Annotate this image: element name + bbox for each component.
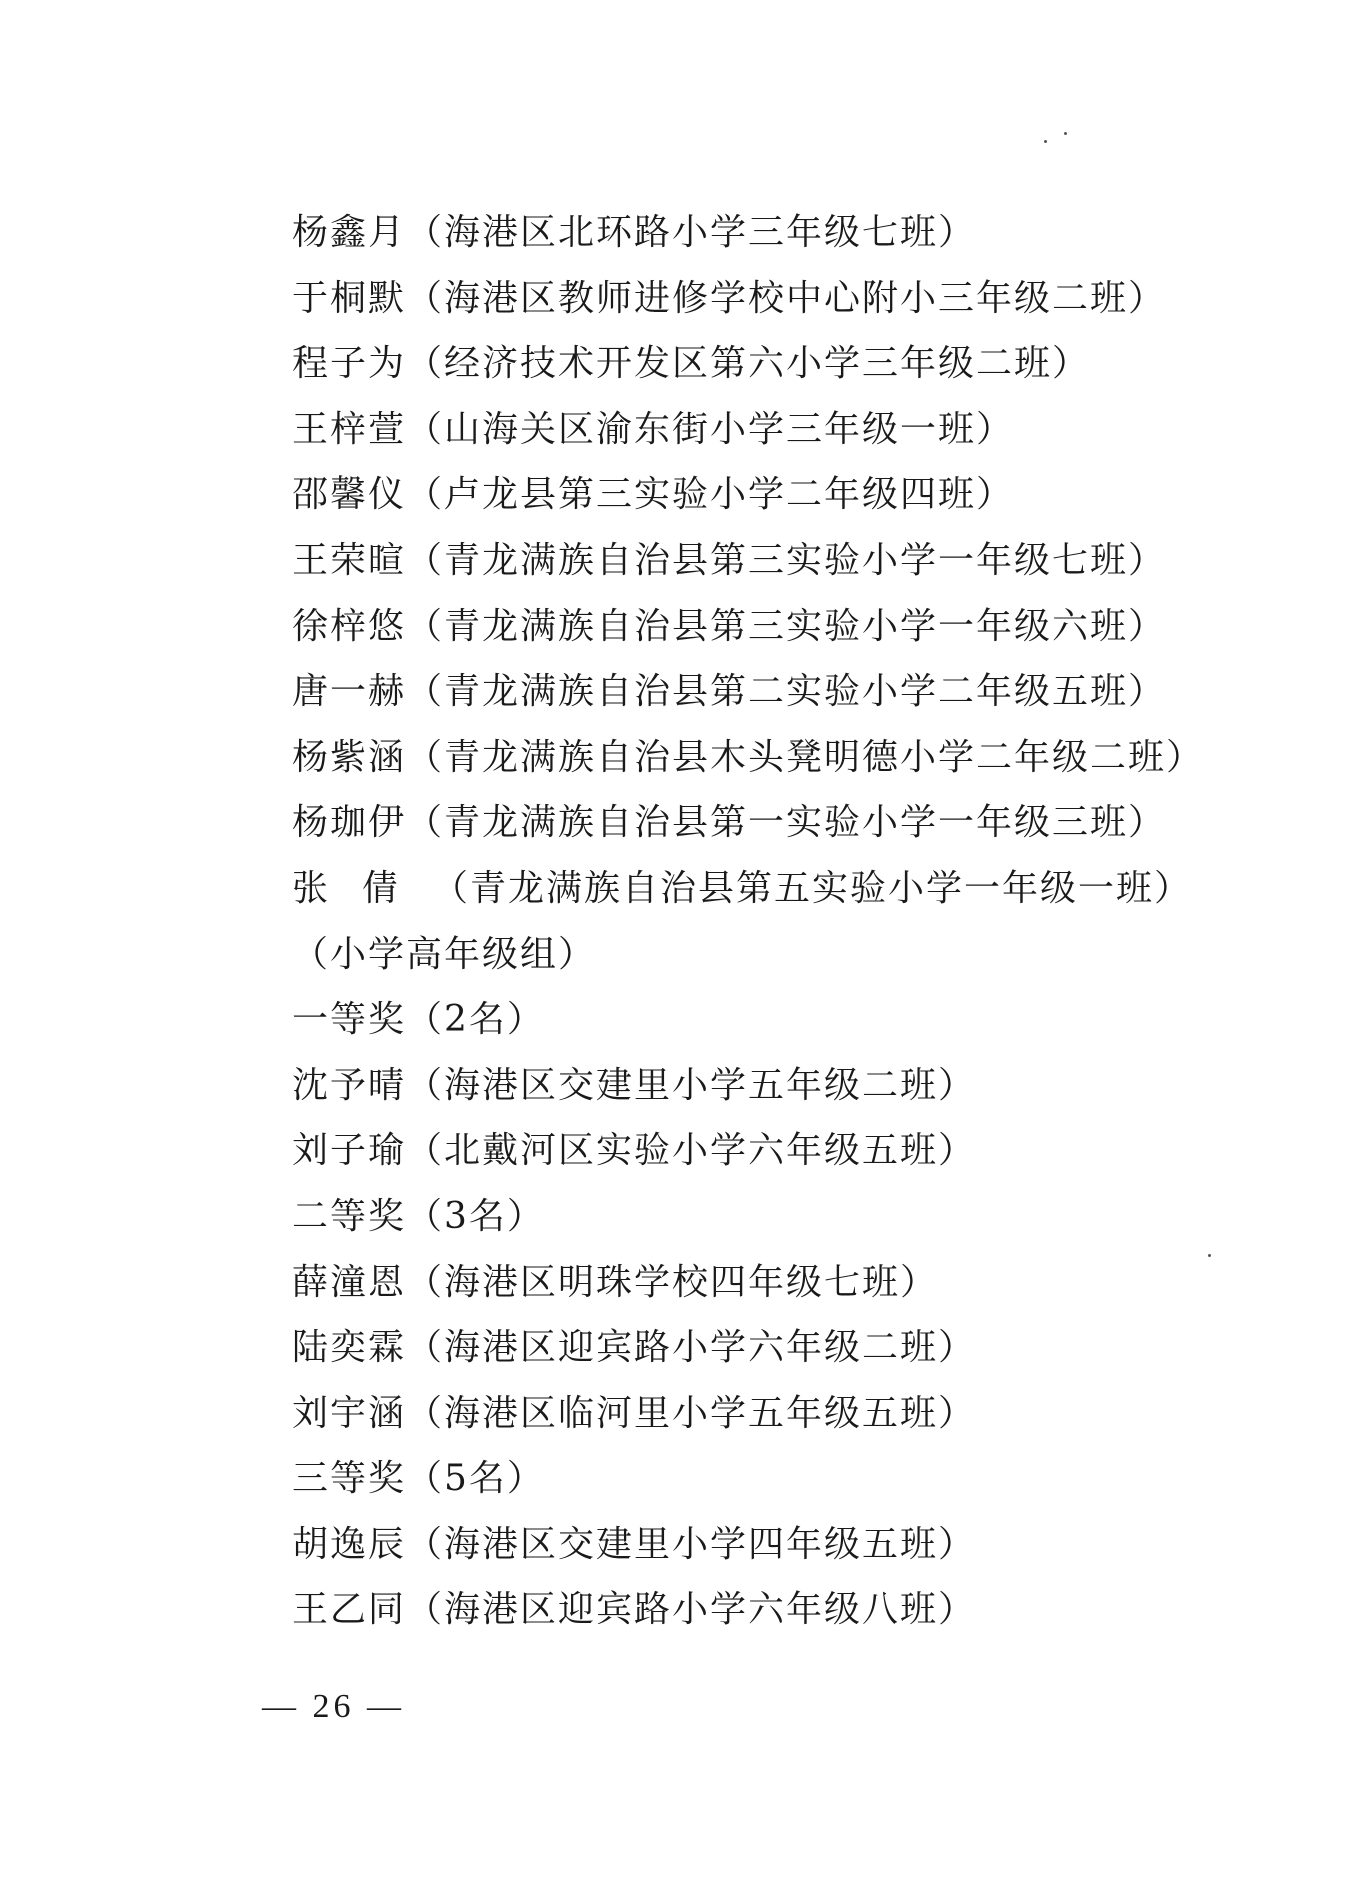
student-name: 王梓萱 xyxy=(292,408,407,450)
student-school-class: （卢龙县第三实验小学二年级四班） xyxy=(406,474,1015,516)
student-name: 邵馨仪 xyxy=(292,474,407,516)
list-item xyxy=(292,1577,1252,1643)
student-school-class: （青龙满族自治县第五实验小学一年级一班） xyxy=(432,867,1193,909)
student-school-class: （山海关区渝东街小学三年级一班） xyxy=(406,408,1015,450)
student-name: 杨鑫月 xyxy=(292,212,407,253)
list-item xyxy=(292,725,1252,791)
student-name: 薛潼恩 xyxy=(292,1261,407,1303)
student-name: 刘宇涵 xyxy=(292,1392,407,1434)
student-school-class: （海港区迎宾路小学六年级二班） xyxy=(406,1327,977,1369)
page-number: — 26 — xyxy=(262,1688,405,1725)
student-school-class: （青龙满族自治县第三实验小学一年级七班） xyxy=(406,539,1167,581)
student-school-class: （海港区临河里小学五年级五班） xyxy=(406,1392,977,1434)
student-school-class: （海港区明珠学校四年级七班） xyxy=(406,1261,939,1303)
student-name: 杨珈伊 xyxy=(292,802,407,844)
prize-heading-first: 一等奖（2名） xyxy=(292,999,545,1041)
scan-speck xyxy=(1064,132,1067,135)
student-name: 于桐默 xyxy=(292,277,407,319)
student-name: 王荣暄 xyxy=(292,539,407,581)
list-item xyxy=(292,528,1252,594)
list-item xyxy=(292,659,1252,725)
list-item xyxy=(292,1315,1252,1381)
student-name: 沈予晴 xyxy=(292,1064,407,1106)
student-school-class: （青龙满族自治县第二实验小学二年级五班） xyxy=(406,671,1167,713)
student-name: 杨紫涵 xyxy=(292,736,407,778)
list-item xyxy=(292,266,1252,332)
student-name: 刘子瑜 xyxy=(292,1130,407,1172)
student-name: 胡逸辰 xyxy=(292,1523,407,1565)
list-item xyxy=(292,200,1252,266)
student-name: 陆奕霖 xyxy=(292,1327,407,1369)
list-item xyxy=(292,594,1252,660)
list-item xyxy=(292,790,1252,856)
student-school-class: （海港区交建里小学五年级二班） xyxy=(406,1064,977,1106)
student-school-class: （海港区教师进修学校中心附小三年级二班） xyxy=(406,277,1167,319)
list-item xyxy=(292,1118,1252,1184)
student-name: 唐一赫 xyxy=(292,671,407,713)
list-item xyxy=(292,1512,1252,1578)
prize-heading-second: 二等奖（3名） xyxy=(292,1195,545,1237)
student-name: 张倩 xyxy=(292,867,433,909)
group-heading: （小学高年级组） xyxy=(292,933,597,975)
list-item xyxy=(292,856,1252,922)
scan-speck xyxy=(1044,140,1047,143)
list-item xyxy=(292,462,1252,528)
student-school-class: （经济技术开发区第六小学三年级二班） xyxy=(406,343,1091,385)
student-school-class: （青龙满族自治县第一实验小学一年级三班） xyxy=(406,802,1167,844)
list-item xyxy=(292,1053,1252,1119)
prize-heading-third: 三等奖（5名） xyxy=(292,1458,545,1500)
student-school-class: （海港区迎宾路小学六年级八班） xyxy=(406,1589,977,1631)
student-school-class: （青龙满族自治县木头凳明德小学二年级二班） xyxy=(406,736,1205,778)
student-school-class: （海港区交建里小学四年级五班） xyxy=(406,1523,977,1565)
list-item xyxy=(292,397,1252,463)
student-name: 徐梓悠 xyxy=(292,605,407,647)
student-school-class: （青龙满族自治县第三实验小学一年级六班） xyxy=(406,605,1167,647)
list-item xyxy=(292,1381,1252,1447)
list-item xyxy=(292,1250,1252,1316)
student-school-class: （北戴河区实验小学六年级五班） xyxy=(406,1130,977,1172)
student-name: 王乙同 xyxy=(292,1589,407,1631)
list-item xyxy=(292,331,1252,397)
student-school-class: （海港区北环路小学三年级七班） xyxy=(406,212,977,253)
award-list xyxy=(292,200,1252,1643)
student-name: 程子为 xyxy=(292,343,407,385)
